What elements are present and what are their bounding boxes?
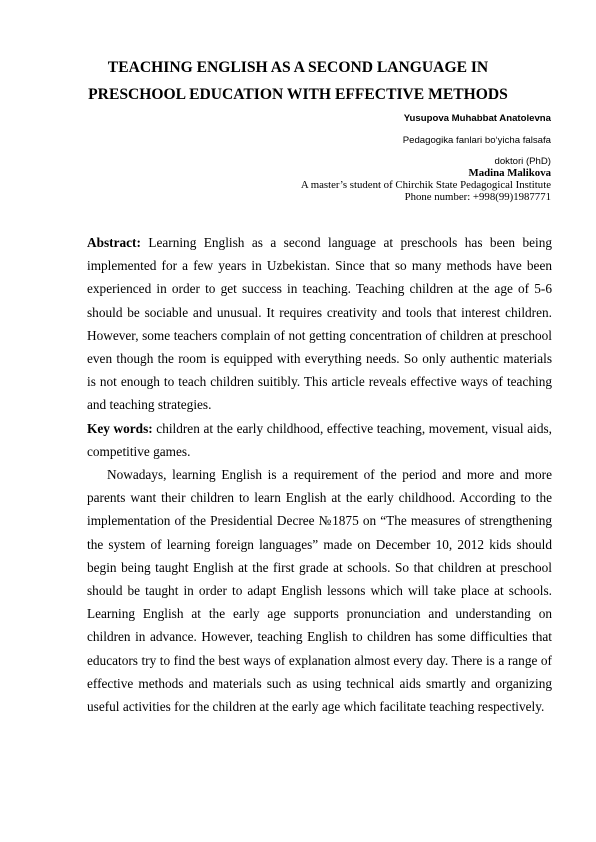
paper-title-line-2: PRESCHOOL EDUCATION WITH EFFECTIVE METHODS bbox=[88, 86, 508, 103]
keywords-label: Key words: bbox=[87, 420, 153, 436]
body-paragraph-1: Nowadays, learning English is a requirement of the period and more and more parents want their children to learn English at the early childhood. According to the implementation of the Presidential Decree №1875 on “The measures of strengthening the system of learning foreign languages” made on December 10, 2012 kids should begin being taught English at the first grade at schools. So that children at preschool should be taught in order to adapt English lessons which will take place at schools. Learning English at the early age supports pronunciation and understanding on children in advance. However, teaching English to children has some difficulties that educators try to find the best ways of explanation almost every day. There is a range of effective methods and materials such as using technical aids smartly and organizing useful activities for the children at the early age which facilitate teaching respectively. bbox=[87, 467, 552, 715]
paper-title-line-1: TEACHING ENGLISH AS A SECOND LANGUAGE IN bbox=[107, 59, 489, 76]
abstract-label: Abstract: bbox=[87, 235, 141, 250]
author-1-name: Yusupova Muhabbat Anatolevna bbox=[403, 113, 551, 124]
author-2-phone: Phone number: +998(99)1987771 bbox=[404, 191, 551, 203]
author-1-title-line-1: Pedagogika fanlari bo‘yicha falsafa bbox=[402, 135, 551, 146]
keywords-text: children at the early childhood, effective teaching, movement, visual aids, competitive games. bbox=[87, 420, 552, 459]
author-2-name: Madina Malikova bbox=[468, 167, 551, 179]
author-2-affiliation: A master’s student of Chirchik State Pedagogical Institute bbox=[300, 179, 551, 191]
keywords-paragraph bbox=[87, 417, 552, 463]
article-body bbox=[87, 231, 552, 718]
abstract-text: Learning English as a second language at preschools has been being implemented for a few years in Uzbekistan. Since that so many methods have been experienced in order to get success in teaching. Teaching children at the age of 5-6 should be sociable and unusual. It requires creativity and tools that interest children. However, some teachers complain of not getting concentration of children at preschool even though the room is equipped with everything needs. So only authentic materials is not enough to teach children suitibly. This article reveals effective ways of teaching and teaching strategies. bbox=[87, 235, 553, 413]
abstract-paragraph bbox=[87, 231, 552, 417]
author-1-title-line-2: doktori (PhD) bbox=[494, 156, 551, 167]
